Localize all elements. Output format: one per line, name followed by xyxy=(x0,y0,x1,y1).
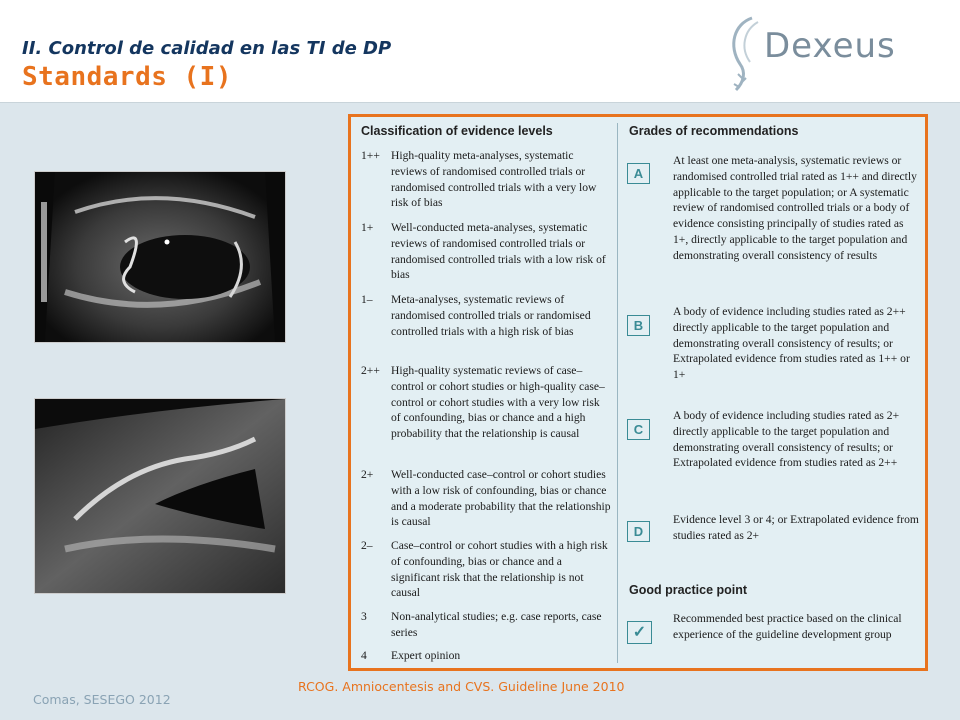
level-description: Case–control or cohort studies with a high risk of confounding, bias or chance and a significant risk that the relationship is not causal xyxy=(391,539,608,600)
slide-title: Standards (I) xyxy=(22,62,232,92)
level-code: 2+ xyxy=(361,468,374,481)
good-practice-heading: Good practice point xyxy=(629,583,748,597)
slide-header xyxy=(0,0,960,103)
level-description: Well-conducted case–control or cohort studies with a low risk of confounding, bias or chance and a moderate probability that the relationship is causal xyxy=(391,468,611,529)
logo-text: Dexeus xyxy=(764,26,896,66)
grade-description: A body of evidence including studies rated as 2++ directly applicable to the target population and demonstrating overall consistency of results; or Extrapolated evidence from studies rated as 1++ or 1+ xyxy=(673,305,910,382)
grade-description: At least one meta-analysis, systematic reviews or randomised controlled trial rated as 1++ and directly applicable to the target population; or A systematic review of randomised controlled trials or a body of evidence consisting principally of studies rated as 1+, directly applicable to the target population and demonstrating overall consistency of results xyxy=(673,154,917,262)
ultrasound-image-2 xyxy=(34,398,286,594)
level-description: Meta-analyses, systematic reviews of randomised controlled trials or randomised controlled trials with a high risk of bias xyxy=(391,293,591,338)
level-code: 4 xyxy=(361,649,367,662)
level-code: 1++ xyxy=(361,149,380,162)
grade-description: A body of evidence including studies rated as 2+ directly applicable to the target population and demonstrating overall consistency of results; or Extrapolated evidence from studies rated as 2++ xyxy=(673,409,900,470)
good-practice-description: Recommended best practice based on the clinical experience of the guideline development group xyxy=(673,612,902,641)
level-code: 1– xyxy=(361,293,373,306)
level-description: Non-analytical studies; e.g. case reports, case series xyxy=(391,610,602,639)
column-divider xyxy=(617,123,618,663)
grades-heading: Grades of recommendations xyxy=(629,124,799,138)
level-code: 2– xyxy=(361,539,373,552)
grade-description: Evidence level 3 or 4; or Extrapolated evidence from studies rated as 2+ xyxy=(673,513,919,542)
slide-subtitle: II. Control de calidad en las TI de DP xyxy=(22,38,392,59)
level-code: 1+ xyxy=(361,221,374,234)
grade-badge-d: D xyxy=(627,521,650,542)
level-description: Well-conducted meta-analyses, systematic reviews of randomised controlled trials or randomised controlled trials with a low risk of bias xyxy=(391,221,606,282)
grade-badge-a: A xyxy=(627,163,650,184)
evidence-table xyxy=(348,114,928,671)
levels-heading: Classification of evidence levels xyxy=(361,124,553,138)
author-credit: Comas, SESEGO 2012 xyxy=(33,692,171,707)
level-code: 3 xyxy=(361,610,367,623)
level-code: 2++ xyxy=(361,364,380,377)
check-icon: ✓ xyxy=(627,621,652,644)
level-description: High-quality meta-analyses, systematic reviews of randomised controlled trials or randomised controlled trials with a very low risk of bias xyxy=(391,149,597,210)
grade-badge-b: B xyxy=(627,315,650,336)
level-description: High-quality systematic reviews of case–control or cohort studies or high-quality case–control or cohort studies with a very low risk of confounding, bias or chance and a high probability that the relationship is causal xyxy=(391,364,605,441)
grade-badge-c: C xyxy=(627,419,650,440)
level-description: Expert opinion xyxy=(391,649,461,662)
source-citation: RCOG. Amniocentesis and CVS. Guideline June 2010 xyxy=(298,679,625,694)
dexeus-logo xyxy=(722,12,896,96)
ultrasound-image-1 xyxy=(34,171,286,343)
